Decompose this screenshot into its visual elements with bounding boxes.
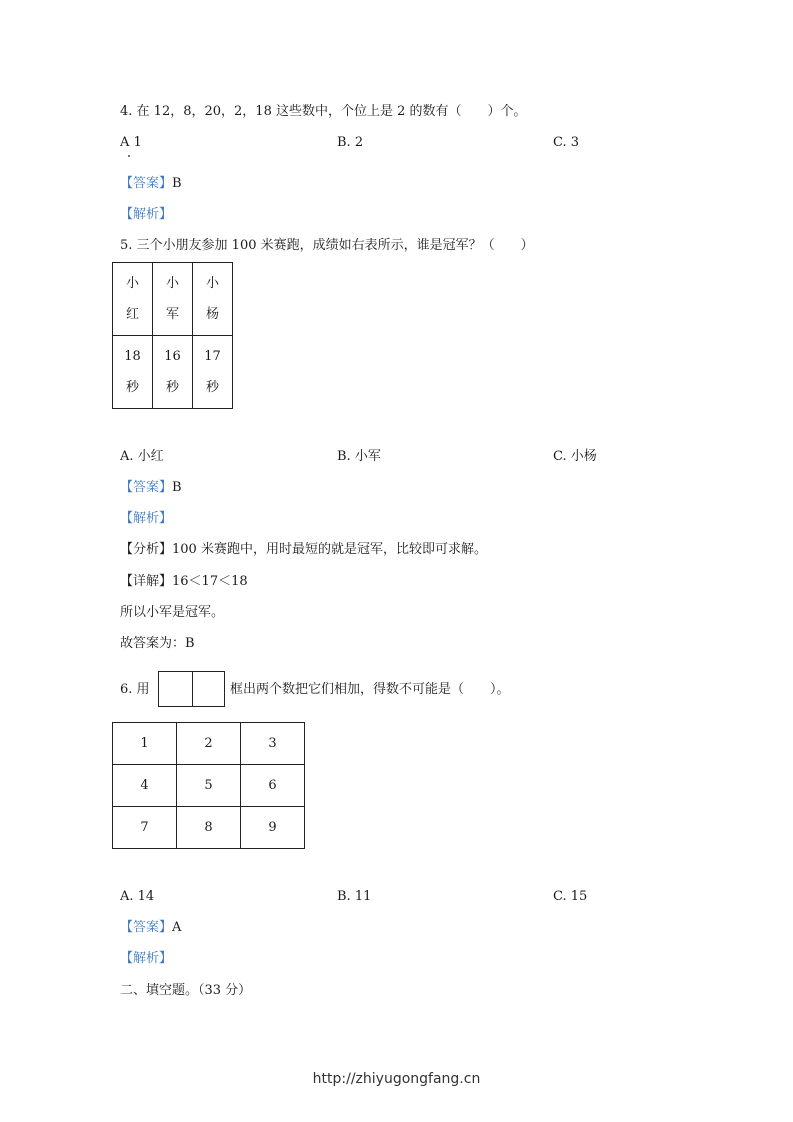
answer-tag: 【答案】 [120,176,173,191]
table-cell-name: 小 杨 [193,263,233,336]
stray-mark [128,155,130,157]
grid-cell: 5 [177,765,241,807]
q6-stem-suffix: 框出两个数把它们相加，得数不可能是（ ）。 [230,682,510,697]
answer-value: B [172,480,182,495]
q4-stem: 4. 在 12，8，20，2，18 这些数中，个位上是 2 的数有（ ）个。 [120,104,527,119]
table-cell-name: 小 红 [113,263,153,336]
answer-tag: 【答案】 [120,480,173,495]
q4-option-a: A 1 [120,135,142,150]
q5-final-answer: 故答案为：B [120,636,195,651]
grid-cell: 9 [241,807,305,849]
grid-cell: 3 [241,723,305,765]
q5-option-c: C. 小杨 [553,449,597,464]
xiangjie-text: 16＜17＜18 [172,574,248,589]
grid-cell: 4 [113,765,177,807]
grid-cell: 6 [241,765,305,807]
grid-cell: 7 [113,807,177,849]
two-cell-frame-icon [158,671,225,707]
q6-analysis-tag: 【解析】 [120,951,173,966]
q5-stem: 5. 三个小朋友参加 100 米赛跑，成绩如右表所示，谁是冠军？（ ） [120,238,534,253]
table-cell-time: 17 秒 [193,336,233,409]
q5-results-table [112,262,233,409]
xiangjie-tag: 【详解】 [120,574,173,589]
q5-xiangjie [120,573,248,591]
table-cell-time: 18 秒 [113,336,153,409]
table-row [113,263,233,336]
table-row [113,336,233,409]
q5-option-b: B. 小军 [337,449,381,464]
fenxi-text: 100 米赛跑中，用时最短的就是冠军，比较即可求解。 [172,542,487,557]
q4-analysis-tag: 【解析】 [120,207,173,222]
q6-answer [120,919,181,937]
answer-value: A [172,920,182,935]
q4-option-c: C. 3 [553,135,580,150]
grid-cell: 1 [113,723,177,765]
q6-stem-prefix: 6. 用 [120,682,150,697]
q5-option-a: A. 小红 [120,449,164,464]
table-cell-name: 小 军 [153,263,193,336]
section-heading: 二、填空题。（33 分） [120,983,252,998]
q5-answer [120,479,182,497]
table-row [113,723,305,765]
q6-option-c: C. 15 [553,889,588,904]
answer-value: B [172,176,182,191]
q6-option-a: A. 14 [120,889,155,904]
table-row [113,807,305,849]
grid-cell: 2 [177,723,241,765]
footer-url[interactable]: http://zhiyugongfang.cn [312,1071,481,1087]
q5-fenxi [120,541,487,559]
q5-conclusion: 所以小军是冠军。 [120,605,225,620]
fenxi-tag: 【分析】 [120,542,173,557]
table-row [113,765,305,807]
q6-number-grid [112,722,305,849]
q6-option-b: B. 11 [337,889,372,904]
q5-analysis-tag: 【解析】 [120,511,173,526]
table-cell-time: 16 秒 [153,336,193,409]
answer-tag: 【答案】 [120,920,173,935]
q4-answer [120,175,182,193]
q4-option-b: B. 2 [337,135,364,150]
grid-cell: 8 [177,807,241,849]
